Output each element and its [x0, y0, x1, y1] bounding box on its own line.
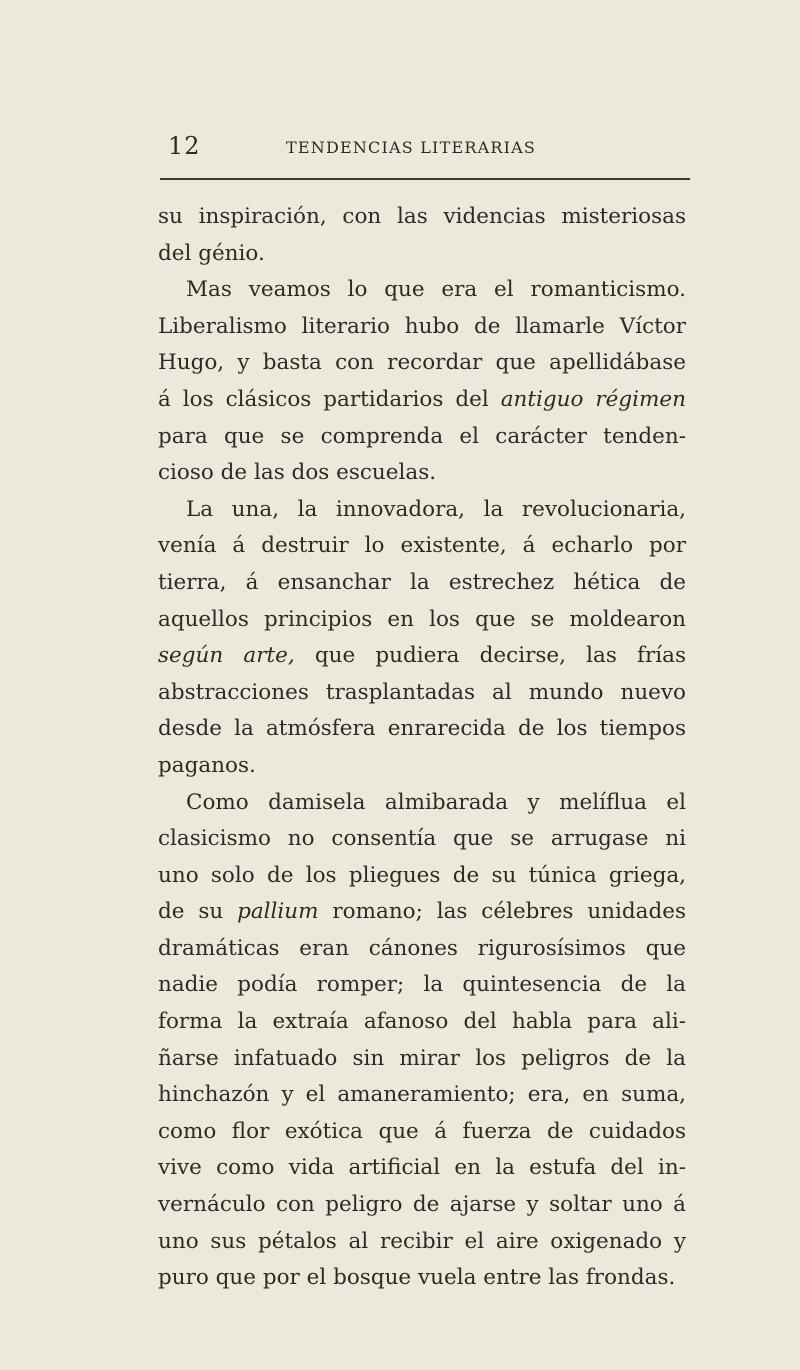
text-line	[158, 1187, 686, 1224]
text-line	[158, 821, 686, 858]
text-line	[158, 967, 686, 1004]
page-number: 12	[168, 132, 201, 160]
line-text: vive como vida artificial en la estufa del in-	[158, 1155, 686, 1181]
text-line	[158, 1004, 686, 1041]
text-line	[158, 382, 686, 419]
line-text: Liberalismo literario hubo de llamarle Víctor	[158, 313, 686, 339]
line-text: ñarse infatuado sin mirar los peligros de la	[158, 1045, 686, 1071]
line-text: vernáculo con peligro de ajarse y soltar uno á	[158, 1192, 686, 1218]
line-text: venía á destruir lo existente, á echarlo por	[158, 533, 686, 559]
text-line	[158, 602, 686, 639]
line-text: clasicismo no consentía que se arrugase ni	[158, 826, 686, 852]
line-text: Como damisela almibarada y melíflua el	[186, 789, 686, 815]
line-text: á los clásicos partidarios del	[158, 386, 489, 412]
italic-phrase: según arte,	[158, 643, 295, 669]
text-line	[158, 345, 686, 382]
text-line	[158, 1077, 686, 1114]
line-text: dramáticas eran cánones rigurosísimos que	[158, 935, 686, 961]
text-line	[158, 858, 686, 895]
line-text: tierra, á ensanchar la estrechez hética de	[158, 569, 686, 595]
line-text: paganos.	[158, 752, 256, 778]
italic-phrase: pallium	[237, 899, 319, 925]
line-text: hinchazón y el amaneramiento; era, en suma,	[158, 1082, 686, 1108]
line-text: Hugo, y basta con recordar que apellidábase	[158, 350, 686, 376]
text-line	[158, 309, 686, 346]
text-line	[158, 199, 686, 236]
running-head	[162, 132, 690, 162]
paragraph-start	[158, 492, 686, 529]
running-title: TENDENCIAS LITERARIAS	[286, 138, 537, 157]
paragraph-start	[158, 272, 686, 309]
text-line	[158, 675, 686, 712]
header-rule	[160, 178, 690, 180]
line-text: de su	[158, 899, 224, 925]
line-text: La una, la innovadora, la revolucionaria,	[186, 496, 686, 522]
line-text: para que se comprenda el carácter tenden-	[158, 423, 686, 449]
text-line	[158, 236, 686, 273]
text-line	[158, 1224, 686, 1261]
line-text: forma la extraía afanoso del habla para ali-	[158, 1009, 686, 1035]
line-text: uno sus pétalos al recibir el aire oxigenado y	[158, 1228, 686, 1254]
text-line	[158, 711, 686, 748]
text-line	[158, 931, 686, 968]
paragraph-start	[158, 785, 686, 822]
line-text: su inspiración, con las videncias misteriosas	[158, 204, 686, 229]
line-text: del génio.	[158, 240, 265, 266]
text-line	[158, 1260, 686, 1297]
italic-phrase: antiguo régimen	[500, 386, 686, 412]
text-line	[158, 1150, 686, 1187]
line-text: aquellos principios en los que se moldearon	[158, 606, 686, 632]
text-line	[158, 638, 686, 675]
line-text: que pudiera decirse, las frías	[314, 643, 686, 669]
line-text: desde la atmósfera enrarecida de los tiempos	[158, 716, 686, 742]
text-line	[158, 894, 686, 931]
line-text: Mas veamos lo que era el romanticismo.	[186, 277, 686, 303]
line-text: puro que por el bosque vuela entre las frondas.	[158, 1265, 676, 1291]
line-text: nadie podía romper; la quintesencia de la	[158, 972, 686, 998]
line-text: uno solo de los pliegues de su túnica griega,	[158, 862, 686, 888]
text-line	[158, 1041, 686, 1078]
text-line	[158, 1114, 686, 1151]
text-line	[158, 455, 686, 492]
body-text	[158, 199, 686, 1297]
line-text: abstracciones trasplantadas al mundo nuevo	[158, 679, 686, 705]
line-text: como flor exótica que á fuerza de cuidados	[158, 1118, 686, 1144]
text-line	[158, 528, 686, 565]
text-line	[158, 419, 686, 456]
text-line	[158, 565, 686, 602]
text-line	[158, 748, 686, 785]
line-text: cioso de las dos escuelas.	[158, 460, 437, 486]
line-text: romano; las célebres unidades	[332, 899, 686, 925]
